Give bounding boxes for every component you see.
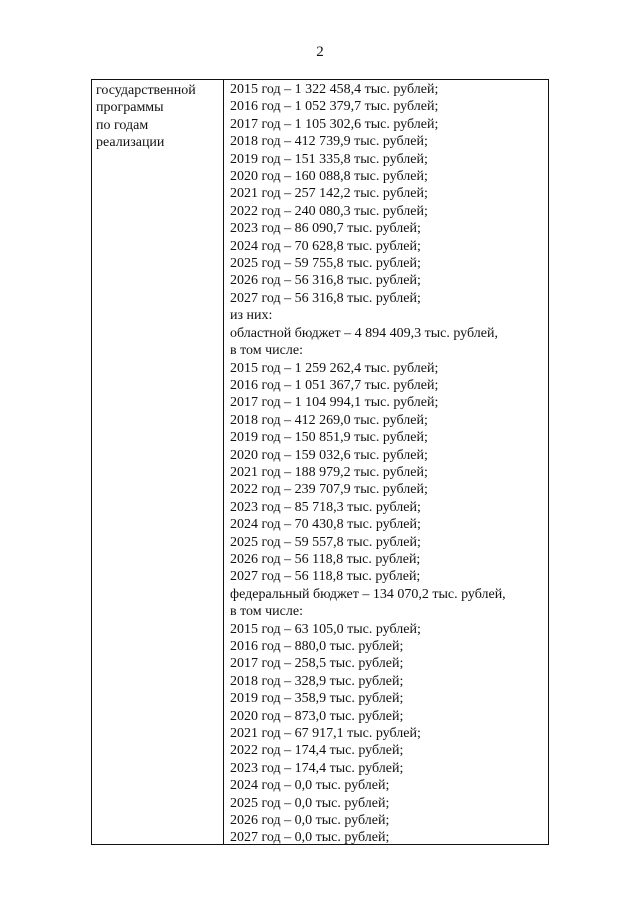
funding-line: 2027 год – 56 316,8 тыс. рублей; xyxy=(230,290,421,306)
funding-line: в том числе: xyxy=(230,604,303,620)
funding-line: 2017 год – 1 104 994,1 тыс. рублей; xyxy=(230,395,439,411)
funding-line: из них: xyxy=(230,308,273,324)
funding-line: 2016 год – 880,0 тыс. рублей; xyxy=(230,639,404,654)
funding-line: 2019 год – 150 851,9 тыс. рублей; xyxy=(230,430,428,446)
funding-line: 2015 год – 63 105,0 тыс. рублей; xyxy=(230,621,421,637)
page-number: 2 xyxy=(316,44,324,60)
funding-line: 2024 год – 0,0 тыс. рублей; xyxy=(230,778,390,794)
funding-line: 2026 год – 0,0 тыс. рублей; xyxy=(230,813,390,829)
funding-line: 2022 год – 239 707,9 тыс. рублей; xyxy=(230,482,428,498)
funding-line: 2020 год – 873,0 тыс. рублей; xyxy=(230,708,404,724)
funding-line: 2018 год – 412 269,0 тыс. рублей; xyxy=(230,412,428,428)
funding-line: 2027 год – 56 118,8 тыс. рублей; xyxy=(230,569,421,585)
funding-line: 2021 год – 188 979,2 тыс. рублей; xyxy=(230,464,428,480)
left-cell-line: реализации xyxy=(96,135,165,151)
funding-line: 2019 год – 358,9 тыс. рублей; xyxy=(230,691,404,707)
funding-line: 2017 год – 258,5 тыс. рублей; xyxy=(230,656,404,672)
funding-line: 2018 год – 412 739,9 тыс. рублей; xyxy=(230,134,428,150)
funding-line: 2026 год – 56 316,8 тыс. рублей; xyxy=(230,273,421,289)
funding-line: 2019 год – 151 335,8 тыс. рублей; xyxy=(230,151,428,167)
left-cell-line: по годам xyxy=(96,117,149,133)
funding-line: областной бюджет – 4 894 409,3 тыс. рублей, xyxy=(230,325,498,341)
funding-line: 2025 год – 59 755,8 тыс. рублей; xyxy=(230,256,421,272)
table-left-cell xyxy=(92,80,224,844)
funding-line: 2020 год – 159 032,6 тыс. рублей; xyxy=(230,447,428,463)
funding-line: 2025 год – 0,0 тыс. рублей; xyxy=(230,795,390,811)
funding-line: 2021 год – 257 142,2 тыс. рублей; xyxy=(230,186,428,202)
funding-line: 2020 год – 160 088,8 тыс. рублей; xyxy=(230,169,428,185)
funding-line: 2018 год – 328,9 тыс. рублей; xyxy=(230,673,404,689)
funding-line: 2023 год – 86 090,7 тыс. рублей; xyxy=(230,221,421,237)
funding-line: 2027 год – 0,0 тыс. рублей; xyxy=(230,830,390,846)
funding-line: 2023 год – 85 718,3 тыс. рублей; xyxy=(230,499,421,515)
funding-line: 2022 год – 174,4 тыс. рублей; xyxy=(230,743,404,759)
funding-line: 2015 год – 1 322 458,4 тыс. рублей; xyxy=(230,82,439,97)
funding-line: в том числе: xyxy=(230,343,303,359)
funding-line: 2024 год – 70 430,8 тыс. рублей; xyxy=(230,517,421,533)
funding-line: 2016 год – 1 051 367,7 тыс. рублей; xyxy=(230,377,439,393)
funding-table xyxy=(91,79,549,845)
funding-line: 2022 год – 240 080,3 тыс. рублей; xyxy=(230,203,428,219)
funding-line: 2026 год – 56 118,8 тыс. рублей; xyxy=(230,551,421,567)
funding-line: 2021 год – 67 917,1 тыс. рублей; xyxy=(230,726,421,742)
funding-line: 2016 год – 1 052 379,7 тыс. рублей; xyxy=(230,99,439,115)
funding-line: 2017 год – 1 105 302,6 тыс. рублей; xyxy=(230,116,439,132)
funding-line: 2025 год – 59 557,8 тыс. рублей; xyxy=(230,534,421,550)
left-cell-line: программы xyxy=(96,100,164,116)
funding-line: 2015 год – 1 259 262,4 тыс. рублей; xyxy=(230,360,439,376)
left-cell-line: государственной xyxy=(96,83,196,98)
funding-line: 2023 год – 174,4 тыс. рублей; xyxy=(230,760,404,776)
funding-line: федеральный бюджет – 134 070,2 тыс. рублей, xyxy=(230,586,506,602)
table-right-cell xyxy=(224,80,548,844)
funding-line: 2024 год – 70 628,8 тыс. рублей; xyxy=(230,238,421,254)
